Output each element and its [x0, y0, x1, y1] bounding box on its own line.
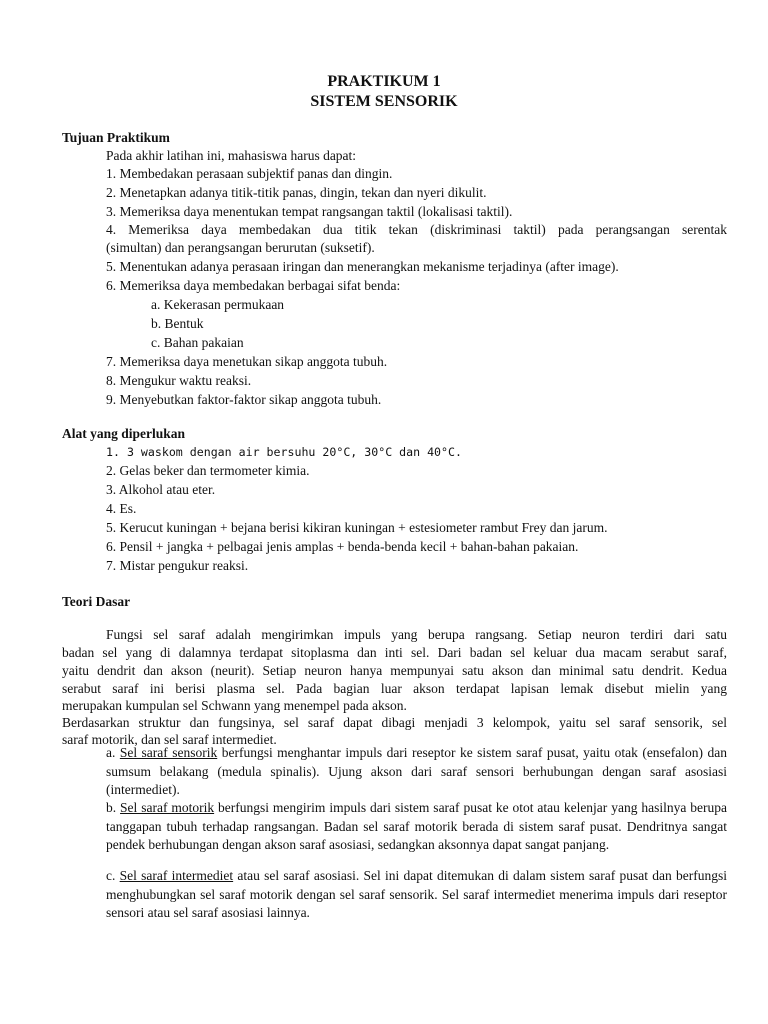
item-prefix: a.	[106, 745, 120, 760]
tujuan-subitem: c. Bahan pakaian	[151, 335, 244, 350]
item-prefix: c.	[106, 868, 120, 883]
tujuan-intro: Pada akhir latihan ini, mahasiswa harus dapat:	[106, 148, 357, 163]
alat-item: 5. Kerucut kuningan + bejana berisi kikiran kuningan + estesiometer rambut Frey dan jarum.	[106, 520, 608, 535]
teori-paragraph1-line: serabut saraf ini berisi plasma sel. Pada bagian luar akson terdapat lapisan lemak disebut mielin yang	[62, 681, 727, 696]
tujuan-subitem: b. Bentuk	[151, 316, 204, 331]
tujuan-item: 3. Memeriksa daya menentukan tempat rangsangan taktil (lokalisasi taktil).	[106, 204, 513, 219]
teori-item-intermediet	[106, 867, 727, 923]
tujuan-item-continued: (simultan) dan perangsangan berurutan (suksetif).	[106, 240, 375, 255]
alat-item: 4. Es.	[106, 501, 137, 516]
tujuan-item: 1. Membedakan perasaan subjektif panas dan dingin.	[106, 166, 393, 181]
term-sel-saraf-motorik: Sel saraf motorik	[120, 800, 215, 815]
tujuan-item: 8. Mengukur waktu reaksi.	[106, 373, 252, 388]
tujuan-item: 4. Memeriksa daya membedakan dua titik tekan (diskriminasi taktil) pada perangsangan serentak	[106, 222, 727, 237]
teori-paragraph1-line: yaitu dendrit dan akson (neurit). Setiap neuron hanya mempunyai satu akson dan minimal satu dendrit. Kedua	[62, 663, 727, 678]
alat-item: 2. Gelas beker dan termometer kimia.	[106, 463, 310, 478]
document-title-line2: SISTEM SENSORIK	[310, 93, 458, 110]
teori-item-sensorik	[106, 744, 727, 800]
teori-paragraph2-line: saraf motorik, dan sel saraf intermediet.	[62, 732, 277, 747]
section-heading-tujuan: Tujuan Praktikum	[62, 130, 170, 145]
alat-item: 6. Pensil + jangka + pelbagai jenis amplas + benda-benda kecil + bahan-bahan pakaian.	[106, 539, 579, 554]
item-text: atau sel saraf asosiasi. Sel ini dapat ditemukan di dalam sistem saraf pusat dan berfungsi menghubungkan sel saraf motorik dengan sel saraf sensorik. Sel saraf intermediet menerima impuls dari reseptor sensori atau sel saraf asosiasi lainnya.	[106, 868, 728, 920]
alat-item: 1. 3 waskom dengan air bersuhu 20°C, 30°C dan 40°C.	[106, 445, 462, 459]
section-heading-teori: Teori Dasar	[62, 594, 131, 609]
item-text: berfungsi menghantar impuls dari reseptor ke sistem saraf pusat, yaitu otak (ensefalon) dan sumsum belakang (medula spinalis). Ujung akson dari saraf sensori berhubungan dengan saraf asosiasi (intermediet).	[106, 745, 727, 797]
teori-item-motorik	[106, 799, 727, 855]
teori-paragraph1-line: merupakan kumpulan sel Schwann yang menempel pada akson.	[62, 698, 407, 713]
tujuan-item: 2. Menetapkan adanya titik-titik panas, dingin, tekan dan nyeri dikulit.	[106, 185, 487, 200]
tujuan-item: 5. Menentukan adanya perasaan iringan dan menerangkan mekanisme terjadinya (after image).	[106, 259, 619, 274]
section-heading-alat: Alat yang diperlukan	[62, 426, 186, 441]
item-prefix: b.	[106, 800, 121, 815]
tujuan-item: 7. Memeriksa daya menetukan sikap anggota tubuh.	[106, 354, 388, 369]
alat-item: 7. Mistar pengukur reaksi.	[106, 558, 249, 573]
item-text: berfungsi mengirim impuls dari sistem saraf pusat ke otot atau kelenjar yang hasilnya berupa tanggapan tubuh terhadap rangsangan. Badan sel saraf motorik berada di sistem saraf pusat. Dendritnya sangat pendek berhubungan dengan akson saraf asosiasi, sedangkan aksonnya dapat sangat panjang.	[106, 800, 727, 852]
term-sel-saraf-intermediet: Sel saraf intermediet	[119, 868, 234, 883]
teori-paragraph1-line: Fungsi sel saraf adalah mengirimkan impuls yang berupa rangsang. Setiap neuron terdiri dari satu	[106, 627, 727, 642]
document-title-line1: PRAKTIKUM 1	[327, 73, 441, 90]
teori-paragraph1-line: badan sel yang di dalamnya terdapat sitoplasma dan inti sel. Dari badan sel keluar dua macam serabut saraf,	[62, 645, 727, 660]
term-sel-saraf-sensorik: Sel saraf sensorik	[119, 745, 218, 760]
tujuan-item: 9. Menyebutkan faktor-faktor sikap anggota tubuh.	[106, 392, 382, 407]
alat-item: 3. Alkohol atau eter.	[106, 482, 216, 497]
teori-paragraph2-line: Berdasarkan struktur dan fungsinya, sel saraf dapat dibagi menjadi 3 kelompok, yaitu sel saraf sensorik, sel	[62, 715, 727, 730]
tujuan-subitem: a. Kekerasan permukaan	[151, 297, 285, 312]
tujuan-item: 6. Memeriksa daya membedakan berbagai sifat benda:	[106, 278, 401, 293]
